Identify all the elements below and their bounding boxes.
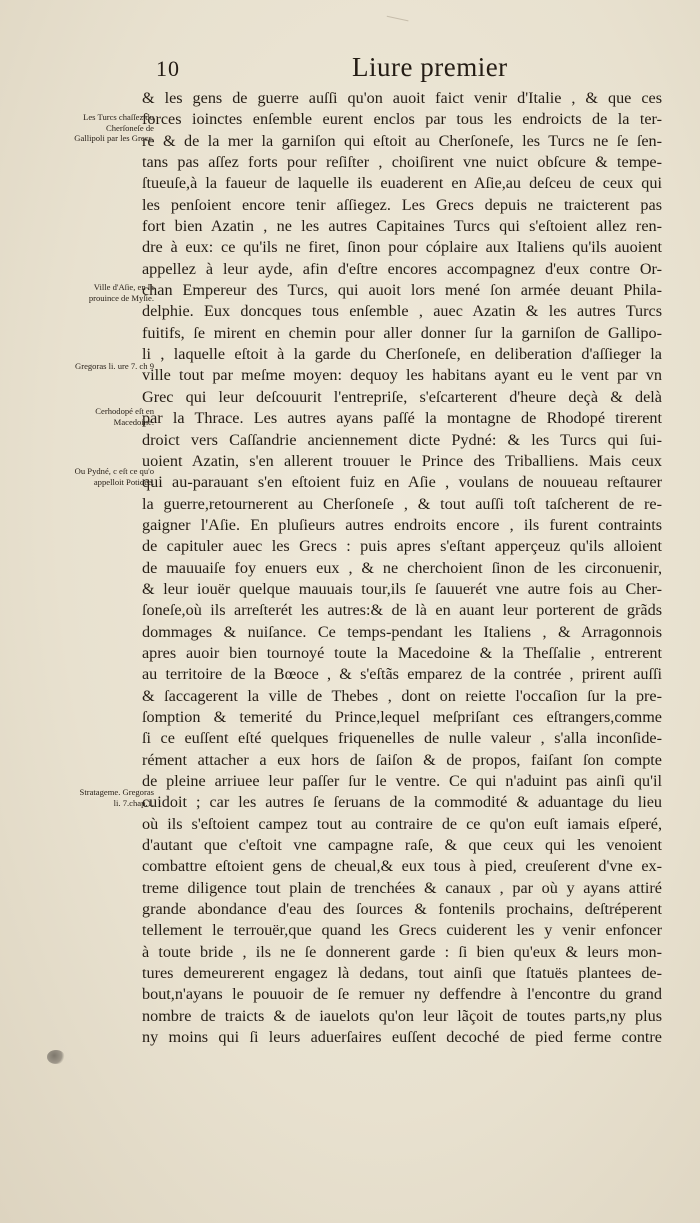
text-line: ny moins qui ſi leurs aduerſaires euſſent decoché de pied ferme contre [142, 1028, 662, 1047]
text-line: & les gens de guerre auſſi qu'on auoit faict venir d'Italie , & que ces [142, 89, 662, 107]
text-line: treme diligence tout plain de trenchées & canaux , par où y ayans attiré [142, 878, 662, 897]
text-line: les penſoient encore tenir aſſiegez. Les Grecs depuis ne traicterent pas [142, 195, 662, 214]
text-line: combattre eſtoient gens de cheual,& eux tous à pied, creuſerent d'vne ex- [142, 857, 662, 876]
margin-note: Les Turcs chaſſez du Cherſoneſe de Gallipoli par les Grecs. [74, 112, 154, 143]
text-line: d'autant que c'eſtoit vne campagne raſe, & que ceux qui les venoient [142, 836, 662, 855]
text-line: ville tout par meſme moyen: dequoy les habitans ayant eu le vent par vn [142, 366, 662, 385]
text-line: ſomption & temerité du Prince,lequel meſpriſant ces eſtrangers,comme [142, 707, 662, 726]
running-head: Liure premier [352, 52, 508, 82]
text-line: re & de la mer la garniſon qui eſtoit au Cherſoneſe, les Turcs ne ſe ſen- [142, 131, 662, 150]
text-line: à toute bride , ils ne ſe donnerent garde : ſi bien qu'eux & leurs mon- [142, 942, 662, 961]
ink-blot [47, 1050, 65, 1064]
text-line: tellement le terrouër,que quand les Grecs cuiderent les y venir enfoncer [142, 921, 662, 940]
text-line: ſtueuſe,à la faueur de laquelle ils euaderent en Aſie,au deſceu de ceux qui [142, 174, 662, 193]
text-line: qui au-parauant s'en eſtoient fuiz en Aſie , voulans de nouueau reſtaurer [142, 473, 662, 492]
text-line: apres auoir bien tournoyé toute la Macedoine & la Theſſalie , entrerent [142, 643, 662, 662]
text-line: où ils s'eſtoient campez tout au contraire de ce qu'on euſt iamais eſperé, [142, 814, 662, 833]
text-line: rément attacher a eux hors de ſaiſon & de propos, faiſant ſon compte [142, 750, 662, 769]
text-line: forces ioinctes enſemble eurent enclos par tous les endroicts de la ter- [142, 110, 662, 129]
text-line: & ſaccagerent la ville de Thebes , dont on reiette l'occaſion ſur la pre- [142, 686, 662, 705]
text-line: delphie. Eux doncques tous enſemble , auec Azatin & les autres Turcs [142, 302, 662, 321]
text-line: dre à eux: ce qu'ils ne firet, ſinon pour cóplaire aux Italiens qu'ils auoient [142, 238, 662, 257]
text-line: chan Empereur des Turcs, qui auoit lors mené ſon armée deuant Phila- [142, 281, 662, 300]
paper-mark [386, 16, 409, 27]
text-line: Grec qui leur deſcouurit l'entrepriſe, s'eſcarterent d'heure deçà & delà [142, 387, 662, 406]
body-text [142, 88, 662, 1048]
text-line: cuidoit ; car les autres ſe ſeruans de la commodité & aduantage du lieu [142, 793, 662, 812]
text-line: de pleine arriuee leur paſſer ſur le ventre. Ce qui n'aduint pas ainſi qu'il [142, 772, 662, 790]
text-line: ſoneſe,où ils arreſterét les autres:& de là en auant leur porterent de grãds [142, 601, 662, 620]
text-line: li , laquelle eſtoit à la garde du Cherſoneſe, en deliberation d'aſſieger la [142, 345, 662, 364]
text-line: gaigner l'Aſie. En pluſieurs autres endroits encore , ils furent contraints [142, 515, 662, 534]
text-line: tans pas aſſez forts pour reſiſter , choiſirent vne nuict obſcure & tempe- [142, 153, 662, 172]
text-line: au territoire de la Bœoce , & s'eſtãs emparez de la contrée , prirent auſſi [142, 665, 662, 684]
margin-note: Ville d'Aſie, en la prouince de Myſie. [88, 282, 154, 303]
text-line: droict vers Caſſandrie anciennement dicte Pydné: & les Turcs qui ſui- [142, 430, 662, 449]
text-line: & leur iouër quelque mauuais tour,ils ſe ſauuerét vne autre fois au Cher- [142, 579, 662, 598]
text-line: bout,n'ayans le pouuoir de ſe remuer ny deffendre à l'encontre du grand [142, 985, 662, 1004]
text-line: nombre de traicts & de iauelots qu'on leur lãçoit de toutes parts,ny plus [142, 1006, 662, 1025]
text-line: de mauuaiſe foy enuers eux , & ne cherchoient ſinon de les circonuenir, [142, 558, 662, 577]
text-line: uoient Azatin, s'en allerent trouuer le Prince des Triballiens. Mais ceux [142, 451, 662, 470]
text-line: appellez à leur ayde, afin d'eſtre encores accompagnez d'eux contre Or- [142, 259, 662, 278]
text-line: de capituler auec les Grecs : puis apres s'eſtant apperçeuz qu'ils alloient [142, 537, 662, 556]
text-line: fort bien Azatin , ne les autres Capitaines Turcs qui s'eſtoient allez ren- [142, 217, 662, 236]
margin-note: Stratageme. Gregoras li. 7.chap.1. [79, 787, 154, 808]
text-line: fuitifs, ſe mirent en chemin pour aller donner ſur la garniſon de Gallipo- [142, 323, 662, 342]
text-line: par la Thrace. Les autres ayans paſſé la montagne de Rhodopé tirerent [142, 409, 662, 428]
text-line: dommages & nuiſance. Ce temps-pendant les Italiens , & Arragonnois [142, 622, 662, 641]
margin-note: Gregoras li. ure 7. ch 9 [75, 361, 154, 371]
page-number: 10 [156, 56, 180, 81]
margin-note: Ou Pydné, c eſt ce qu'o appelloit Potidée. [74, 466, 154, 487]
text-line: la guerre,retournerent au Cherſoneſe , & tout auſſi toſt taſcherent de re- [142, 494, 662, 513]
text-line: tures demeurerent engagez là dedans, tout ainſi que ſtatuës plantees de- [142, 964, 662, 983]
text-line: ſi ce euſſent eſté quelques friquenelles de nulle valeur , s'alla inconſide- [142, 729, 662, 748]
margin-note: Cerhodopé eſt en Macedoine. [95, 406, 154, 427]
text-line: grande abondance d'eau des ſources & fontenils prochains, deſtréperent [142, 900, 662, 919]
